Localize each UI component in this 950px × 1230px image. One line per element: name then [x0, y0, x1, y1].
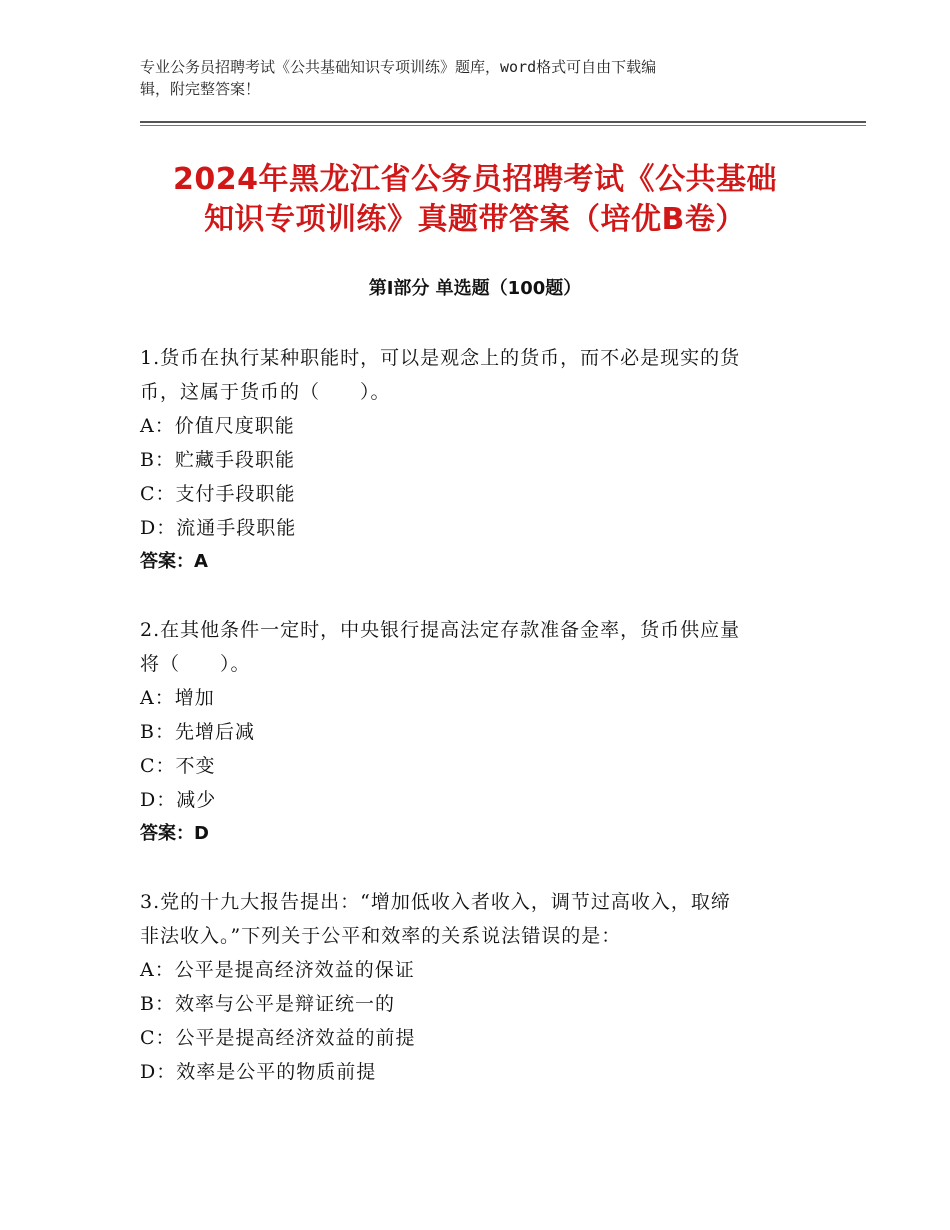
- option-d: D：减少: [140, 789, 217, 811]
- question-stem: 1.货币在执行某种职能时，可以是观念上的货币，而不必是现实的货: [140, 347, 741, 369]
- question-stem: 币，这属于货币的（ ）。: [140, 381, 391, 403]
- question-stem: 非法收入。”下列关于公平和效率的关系说法错误的是：: [140, 925, 622, 947]
- header-note-line: 辑，附完整答案！: [140, 80, 261, 98]
- option-c: C：支付手段职能: [140, 483, 296, 505]
- option-b: B：先增后减: [140, 721, 255, 743]
- answer: 答案：D: [140, 823, 209, 844]
- question-list: [140, 341, 800, 1123]
- question-stem: 2.在其他条件一定时，中央银行提高法定存款准备金率，货币供应量: [140, 619, 741, 641]
- question-stem: 将（ ）。: [140, 653, 251, 675]
- option-b: B：效率与公平是辩证统一的: [140, 993, 395, 1015]
- option-d: D：效率是公平的物质前提: [140, 1061, 377, 1083]
- question-3: [140, 885, 800, 1089]
- answer: 答案：A: [140, 551, 208, 572]
- document-title-line: 2024年黑龙江省公务员招聘考试《公共基础: [173, 162, 777, 197]
- option-b: B：贮藏手段职能: [140, 449, 295, 471]
- option-a: A：增加: [140, 687, 215, 709]
- header-note: [140, 56, 790, 100]
- option-c: C：公平是提高经济效益的前提: [140, 1027, 416, 1049]
- section-title: 第Ⅰ部分 单选题（100题）: [368, 278, 582, 299]
- option-d: D：流通手段职能: [140, 517, 297, 539]
- option-a: A：价值尺度职能: [140, 415, 295, 437]
- question-stem: 3.党的十九大报告提出：“增加低收入者收入，调节过高收入，取缔: [140, 891, 731, 913]
- option-c: C：不变: [140, 755, 216, 777]
- option-a: A：公平是提高经济效益的保证: [140, 959, 415, 981]
- question-1: [140, 341, 800, 579]
- question-2: [140, 613, 800, 851]
- header-note-line: 专业公务员招聘考试《公共基础知识专项训练》题库，word格式可自由下载编: [140, 58, 657, 76]
- header-divider-thin: [140, 125, 866, 126]
- header-divider: [140, 121, 866, 123]
- document-title-line: 知识专项训练》真题带答案（培优B卷）: [204, 202, 746, 237]
- document-title: [110, 160, 840, 240]
